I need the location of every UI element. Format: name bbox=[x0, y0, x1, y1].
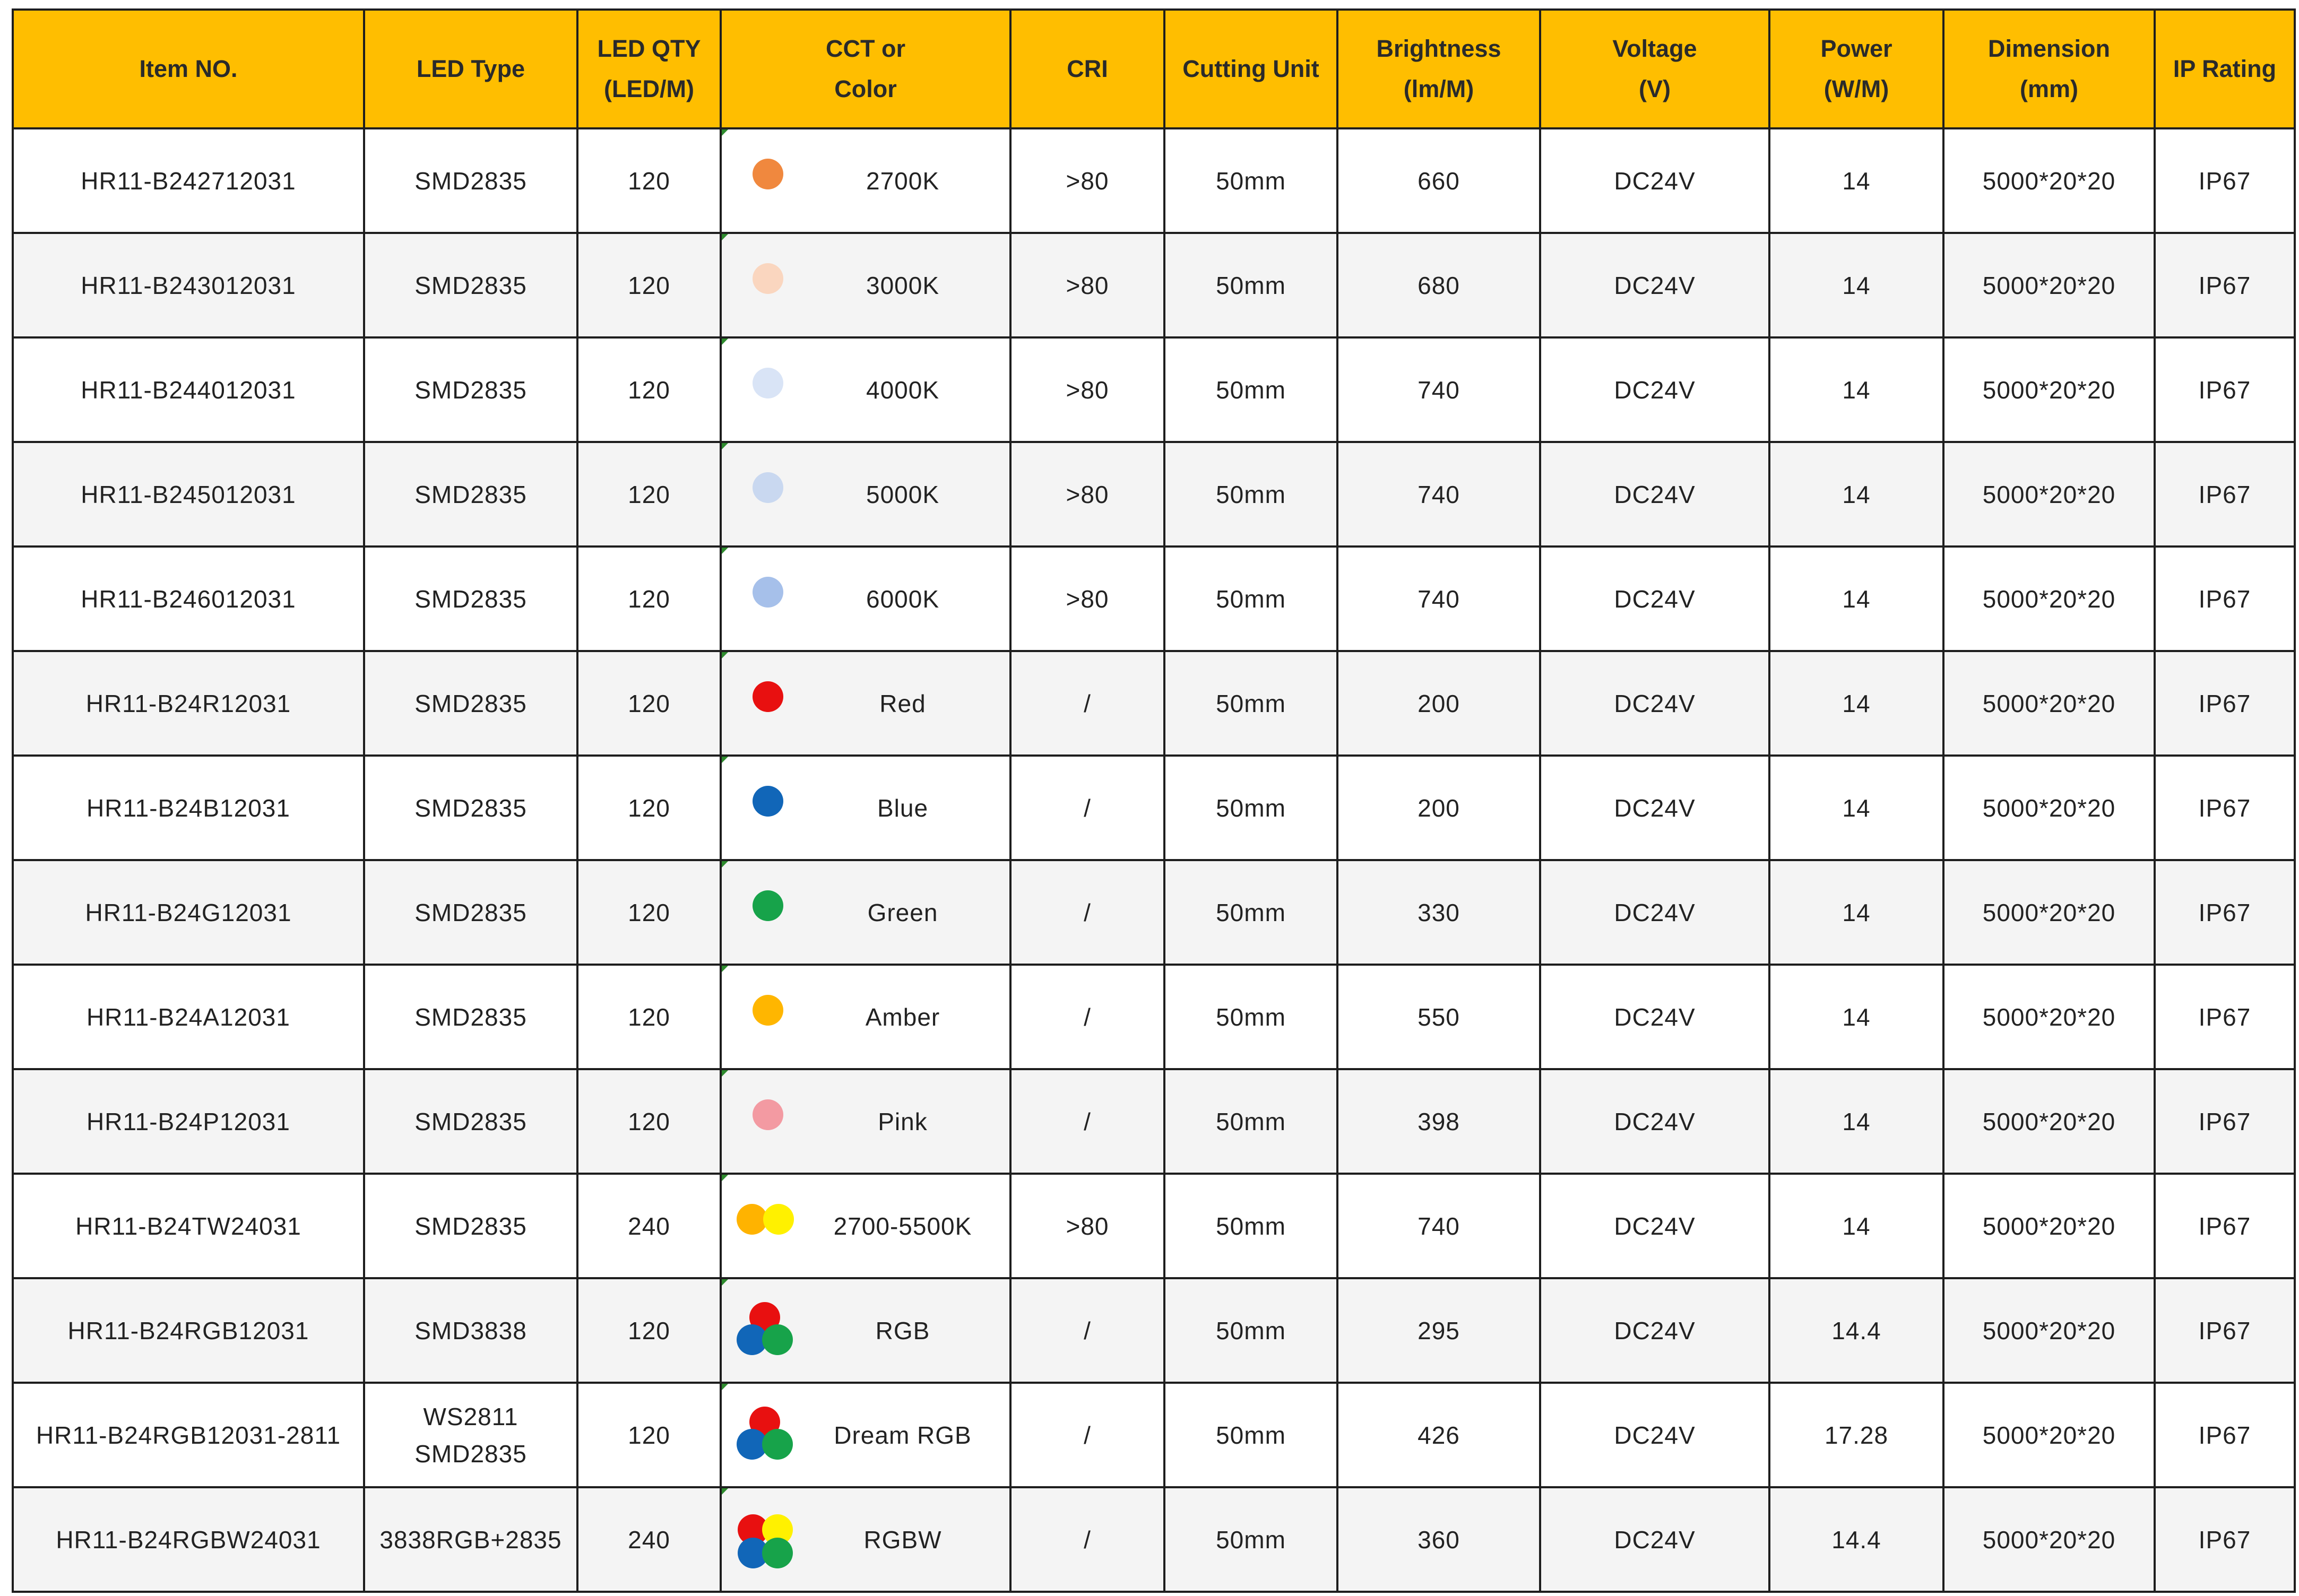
cell-cct-color bbox=[721, 337, 1010, 442]
cell-voltage: DC24V bbox=[1540, 128, 1769, 233]
cell-item-no: HR11-B246012031 bbox=[13, 547, 364, 651]
cell-item-no: HR11-B24B12031 bbox=[13, 756, 364, 860]
cell-cutting-unit: 50mm bbox=[1164, 651, 1337, 756]
cell-power: 14 bbox=[1769, 547, 1943, 651]
cell-led-type bbox=[364, 860, 577, 965]
cell-ip-rating: IP67 bbox=[2155, 547, 2295, 651]
led-color-swatch bbox=[733, 1299, 797, 1363]
cell-dimension: 5000*20*20 bbox=[1943, 1487, 2155, 1592]
color-label: Green bbox=[867, 898, 938, 926]
header-cri bbox=[1010, 10, 1164, 128]
header-dimension bbox=[1943, 10, 2155, 128]
cell-power: 14 bbox=[1769, 860, 1943, 965]
color-label: 5000K bbox=[866, 480, 939, 508]
cell-corner-marker bbox=[722, 861, 728, 868]
cell-cri: / bbox=[1010, 1487, 1164, 1592]
led-color-dot bbox=[753, 681, 783, 712]
cell-dimension: 5000*20*20 bbox=[1943, 1069, 2155, 1174]
header-line: CRI bbox=[1067, 55, 1108, 82]
cell-led-type bbox=[364, 1487, 577, 1592]
cell-item-no: HR11-B24TW24031 bbox=[13, 1174, 364, 1278]
cell-voltage: DC24V bbox=[1540, 965, 1769, 1069]
header-line: Power bbox=[1820, 35, 1892, 62]
cell-led-qty: 240 bbox=[577, 1174, 721, 1278]
led-color-swatch bbox=[733, 881, 797, 944]
led-type-line: SMD2835 bbox=[414, 271, 527, 299]
led-color-swatch bbox=[733, 463, 797, 526]
cell-corner-marker bbox=[722, 966, 728, 972]
table-row bbox=[13, 1069, 2295, 1174]
led-color-swatch bbox=[733, 1090, 797, 1153]
cell-brightness: 200 bbox=[1337, 756, 1540, 860]
cell-led-type bbox=[364, 965, 577, 1069]
cell-voltage: DC24V bbox=[1540, 337, 1769, 442]
led-type-line: SMD2835 bbox=[414, 585, 527, 613]
cell-led-type bbox=[364, 547, 577, 651]
led-color-dot bbox=[762, 1429, 793, 1460]
cell-brightness: 398 bbox=[1337, 1069, 1540, 1174]
cell-led-type bbox=[364, 1278, 577, 1383]
led-color-dot bbox=[753, 995, 783, 1026]
cell-power: 14 bbox=[1769, 337, 1943, 442]
led-color-dot bbox=[753, 786, 783, 817]
cell-voltage: DC24V bbox=[1540, 547, 1769, 651]
cell-brightness: 660 bbox=[1337, 128, 1540, 233]
color-label: 4000K bbox=[866, 376, 939, 404]
cell-corner-marker bbox=[722, 1175, 728, 1181]
cell-voltage: DC24V bbox=[1540, 1069, 1769, 1174]
color-label: RGB bbox=[875, 1316, 930, 1345]
cell-brightness: 680 bbox=[1337, 233, 1540, 337]
cell-led-qty: 120 bbox=[577, 442, 721, 547]
color-label: Amber bbox=[865, 1003, 940, 1031]
cell-voltage: DC24V bbox=[1540, 1383, 1769, 1487]
cell-ip-rating: IP67 bbox=[2155, 233, 2295, 337]
table-row bbox=[13, 337, 2295, 442]
table-row bbox=[13, 128, 2295, 233]
color-label: 3000K bbox=[866, 271, 939, 299]
cell-led-qty: 120 bbox=[577, 965, 721, 1069]
led-color-swatch bbox=[733, 358, 797, 422]
cell-brightness: 740 bbox=[1337, 547, 1540, 651]
led-color-swatch bbox=[733, 1508, 797, 1572]
cell-cri: >80 bbox=[1010, 337, 1164, 442]
cell-brightness: 200 bbox=[1337, 651, 1540, 756]
cell-led-qty: 120 bbox=[577, 1278, 721, 1383]
color-label: 6000K bbox=[866, 585, 939, 613]
cell-corner-marker bbox=[722, 1279, 728, 1286]
led-type-line: SMD2835 bbox=[414, 376, 527, 404]
cell-power: 14.4 bbox=[1769, 1278, 1943, 1383]
cell-voltage: DC24V bbox=[1540, 1278, 1769, 1383]
cell-ip-rating: IP67 bbox=[2155, 1174, 2295, 1278]
cell-dimension: 5000*20*20 bbox=[1943, 547, 2155, 651]
cell-corner-marker bbox=[722, 1384, 728, 1390]
header-line: (lm/M) bbox=[1403, 75, 1474, 102]
cell-cri: >80 bbox=[1010, 233, 1164, 337]
cell-ip-rating: IP67 bbox=[2155, 128, 2295, 233]
cell-item-no: HR11-B24P12031 bbox=[13, 1069, 364, 1174]
table-row bbox=[13, 651, 2295, 756]
cell-ip-rating: IP67 bbox=[2155, 651, 2295, 756]
header-line: LED Type bbox=[416, 55, 525, 82]
cell-cutting-unit: 50mm bbox=[1164, 1174, 1337, 1278]
cell-voltage: DC24V bbox=[1540, 860, 1769, 965]
cell-ip-rating: IP67 bbox=[2155, 442, 2295, 547]
led-type-line: SMD2835 bbox=[414, 1107, 527, 1135]
cell-ip-rating: IP67 bbox=[2155, 1487, 2295, 1592]
cell-cri: >80 bbox=[1010, 128, 1164, 233]
led-type-line: 3838RGB+2835 bbox=[379, 1525, 562, 1554]
header-line: Dimension bbox=[1987, 35, 2111, 62]
cell-item-no: HR11-B245012031 bbox=[13, 442, 364, 547]
cell-dimension: 5000*20*20 bbox=[1943, 756, 2155, 860]
cell-power: 14 bbox=[1769, 233, 1943, 337]
header-line: (V) bbox=[1639, 75, 1671, 102]
cell-led-type bbox=[364, 651, 577, 756]
cell-cutting-unit: 50mm bbox=[1164, 860, 1337, 965]
cell-corner-marker bbox=[722, 339, 728, 345]
cell-power: 14 bbox=[1769, 651, 1943, 756]
table-row bbox=[13, 1383, 2295, 1487]
cell-cutting-unit: 50mm bbox=[1164, 1487, 1337, 1592]
led-color-dot bbox=[753, 577, 783, 608]
cell-cri: / bbox=[1010, 651, 1164, 756]
cell-led-qty: 120 bbox=[577, 128, 721, 233]
header-power bbox=[1769, 10, 1943, 128]
led-type-line: SMD2835 bbox=[414, 1212, 527, 1240]
header-line: (W/M) bbox=[1823, 75, 1889, 102]
cell-cri: >80 bbox=[1010, 1174, 1164, 1278]
cell-dimension: 5000*20*20 bbox=[1943, 442, 2155, 547]
header-led-type bbox=[364, 10, 577, 128]
led-spec-table bbox=[12, 8, 2296, 1593]
cell-item-no: HR11-B243012031 bbox=[13, 233, 364, 337]
cell-dimension: 5000*20*20 bbox=[1943, 860, 2155, 965]
cell-dimension: 5000*20*20 bbox=[1943, 1174, 2155, 1278]
cell-cct-color bbox=[721, 547, 1010, 651]
cell-led-qty: 240 bbox=[577, 1487, 721, 1592]
led-color-swatch bbox=[733, 149, 797, 213]
cell-ip-rating: IP67 bbox=[2155, 965, 2295, 1069]
table-row bbox=[13, 756, 2295, 860]
cell-ip-rating: IP67 bbox=[2155, 1069, 2295, 1174]
color-label: Blue bbox=[877, 794, 929, 822]
table-row bbox=[13, 233, 2295, 337]
cell-corner-marker bbox=[722, 652, 728, 658]
header-brightness bbox=[1337, 10, 1540, 128]
table-header-row bbox=[13, 10, 2295, 128]
cell-cutting-unit: 50mm bbox=[1164, 128, 1337, 233]
cell-corner-marker bbox=[722, 129, 728, 136]
led-color-dot bbox=[753, 159, 783, 189]
cell-led-qty: 120 bbox=[577, 233, 721, 337]
cell-item-no: HR11-B242712031 bbox=[13, 128, 364, 233]
cell-cutting-unit: 50mm bbox=[1164, 442, 1337, 547]
table-row bbox=[13, 547, 2295, 651]
table-row bbox=[13, 1174, 2295, 1278]
led-color-swatch bbox=[733, 776, 797, 840]
cell-led-qty: 120 bbox=[577, 756, 721, 860]
led-color-dot bbox=[753, 263, 783, 294]
cell-led-type bbox=[364, 442, 577, 547]
cell-voltage: DC24V bbox=[1540, 442, 1769, 547]
cell-cct-color bbox=[721, 965, 1010, 1069]
led-color-dot bbox=[763, 1204, 794, 1235]
cell-cri: / bbox=[1010, 965, 1164, 1069]
table-row bbox=[13, 442, 2295, 547]
header-line: LED QTY bbox=[597, 35, 701, 62]
cell-cutting-unit: 50mm bbox=[1164, 1383, 1337, 1487]
led-type-line: SMD2835 bbox=[414, 794, 527, 822]
cell-power: 14 bbox=[1769, 965, 1943, 1069]
table-row bbox=[13, 860, 2295, 965]
cell-cct-color bbox=[721, 1278, 1010, 1383]
led-color-swatch bbox=[733, 985, 797, 1049]
led-color-dot bbox=[762, 1538, 793, 1568]
cell-cct-color bbox=[721, 1069, 1010, 1174]
cell-voltage: DC24V bbox=[1540, 651, 1769, 756]
cell-cutting-unit: 50mm bbox=[1164, 1069, 1337, 1174]
cell-dimension: 5000*20*20 bbox=[1943, 233, 2155, 337]
color-label: 2700-5500K bbox=[833, 1212, 972, 1240]
cell-ip-rating: IP67 bbox=[2155, 337, 2295, 442]
led-type-line: SMD2835 bbox=[414, 480, 527, 508]
header-ip-rating bbox=[2155, 10, 2295, 128]
cell-dimension: 5000*20*20 bbox=[1943, 1383, 2155, 1487]
cell-led-type bbox=[364, 233, 577, 337]
header-line: Item NO. bbox=[139, 55, 238, 82]
cell-brightness: 550 bbox=[1337, 965, 1540, 1069]
header-line: (LED/M) bbox=[604, 75, 694, 102]
cell-item-no: HR11-B24G12031 bbox=[13, 860, 364, 965]
led-color-dot bbox=[762, 1324, 793, 1355]
cell-cri: / bbox=[1010, 1278, 1164, 1383]
cell-ip-rating: IP67 bbox=[2155, 1278, 2295, 1383]
table-row bbox=[13, 1278, 2295, 1383]
led-color-dot bbox=[753, 1099, 783, 1130]
header-line: Color bbox=[834, 75, 897, 102]
color-label: Dream RGB bbox=[834, 1421, 972, 1449]
cell-cri: / bbox=[1010, 860, 1164, 965]
cell-ip-rating: IP67 bbox=[2155, 860, 2295, 965]
cell-dimension: 5000*20*20 bbox=[1943, 128, 2155, 233]
cell-brightness: 740 bbox=[1337, 1174, 1540, 1278]
header-line: Cutting Unit bbox=[1182, 55, 1319, 82]
cell-led-type bbox=[364, 128, 577, 233]
cell-item-no: HR11-B24R12031 bbox=[13, 651, 364, 756]
led-type-line: SMD2835 bbox=[414, 167, 527, 195]
cell-cct-color bbox=[721, 651, 1010, 756]
cell-led-qty: 120 bbox=[577, 860, 721, 965]
table-row bbox=[13, 1487, 2295, 1592]
cell-cutting-unit: 50mm bbox=[1164, 756, 1337, 860]
color-label: RGBW bbox=[863, 1525, 942, 1554]
cell-cri: / bbox=[1010, 756, 1164, 860]
header-cct-color bbox=[721, 10, 1010, 128]
cell-led-qty: 120 bbox=[577, 1069, 721, 1174]
led-type-line: SMD3838 bbox=[414, 1316, 527, 1345]
led-color-swatch bbox=[733, 567, 797, 631]
cell-cct-color bbox=[721, 756, 1010, 860]
cell-item-no: HR11-B24RGBW24031 bbox=[13, 1487, 364, 1592]
cell-ip-rating: IP67 bbox=[2155, 1383, 2295, 1487]
cell-cct-color bbox=[721, 860, 1010, 965]
cell-voltage: DC24V bbox=[1540, 756, 1769, 860]
cell-corner-marker bbox=[722, 548, 728, 554]
cell-led-qty: 120 bbox=[577, 1383, 721, 1487]
header-line: Voltage bbox=[1612, 35, 1697, 62]
header-cutting-unit bbox=[1164, 10, 1337, 128]
cell-led-type bbox=[364, 1174, 577, 1278]
table-row bbox=[13, 965, 2295, 1069]
color-label: Red bbox=[879, 689, 926, 717]
led-color-dot bbox=[753, 890, 783, 921]
cell-power: 17.28 bbox=[1769, 1383, 1943, 1487]
cell-cutting-unit: 50mm bbox=[1164, 965, 1337, 1069]
cell-brightness: 295 bbox=[1337, 1278, 1540, 1383]
cell-cri: >80 bbox=[1010, 442, 1164, 547]
led-color-dot bbox=[753, 368, 783, 398]
cell-brightness: 360 bbox=[1337, 1487, 1540, 1592]
cell-power: 14 bbox=[1769, 756, 1943, 860]
led-color-swatch bbox=[733, 1194, 797, 1258]
header-line: CCT or bbox=[826, 35, 905, 62]
header-line: IP Rating bbox=[2173, 55, 2277, 82]
cell-cct-color bbox=[721, 442, 1010, 547]
header-voltage bbox=[1540, 10, 1769, 128]
cell-power: 14 bbox=[1769, 1069, 1943, 1174]
cell-led-qty: 120 bbox=[577, 651, 721, 756]
led-color-swatch bbox=[733, 254, 797, 317]
color-label: 2700K bbox=[866, 167, 939, 195]
cell-cri: / bbox=[1010, 1069, 1164, 1174]
cell-cct-color bbox=[721, 233, 1010, 337]
cell-led-type bbox=[364, 1069, 577, 1174]
cell-dimension: 5000*20*20 bbox=[1943, 337, 2155, 442]
led-color-dot bbox=[753, 472, 783, 503]
cell-cri: >80 bbox=[1010, 547, 1164, 651]
header-item bbox=[13, 10, 364, 128]
cell-corner-marker bbox=[722, 443, 728, 449]
cell-ip-rating: IP67 bbox=[2155, 756, 2295, 860]
cell-dimension: 5000*20*20 bbox=[1943, 1278, 2155, 1383]
led-type-line: SMD2835 bbox=[414, 898, 527, 926]
led-type-line: SMD2835 bbox=[414, 1003, 527, 1031]
cell-power: 14.4 bbox=[1769, 1487, 1943, 1592]
cell-voltage: DC24V bbox=[1540, 1487, 1769, 1592]
led-type-line: SMD2835 bbox=[414, 1439, 527, 1468]
cell-cct-color bbox=[721, 1174, 1010, 1278]
cell-power: 14 bbox=[1769, 128, 1943, 233]
cell-item-no: HR11-B24A12031 bbox=[13, 965, 364, 1069]
cell-cct-color bbox=[721, 128, 1010, 233]
cell-led-type bbox=[364, 1383, 577, 1487]
led-type-line: WS2811 bbox=[423, 1402, 518, 1430]
cell-item-no: HR11-B24RGB12031-2811 bbox=[13, 1383, 364, 1487]
color-label: Pink bbox=[878, 1107, 928, 1135]
led-color-swatch bbox=[733, 1403, 797, 1467]
cell-brightness: 330 bbox=[1337, 860, 1540, 965]
led-color-swatch bbox=[733, 672, 797, 735]
cell-corner-marker bbox=[722, 757, 728, 763]
cell-led-type bbox=[364, 756, 577, 860]
cell-cutting-unit: 50mm bbox=[1164, 233, 1337, 337]
cell-cutting-unit: 50mm bbox=[1164, 337, 1337, 442]
header-line: Brightness bbox=[1376, 35, 1501, 62]
cell-corner-marker bbox=[722, 234, 728, 240]
cell-corner-marker bbox=[722, 1488, 728, 1495]
table-body bbox=[13, 128, 2295, 1592]
cell-led-qty: 120 bbox=[577, 547, 721, 651]
cell-led-qty: 120 bbox=[577, 337, 721, 442]
cell-corner-marker bbox=[722, 1070, 728, 1077]
cell-dimension: 5000*20*20 bbox=[1943, 965, 2155, 1069]
cell-cutting-unit: 50mm bbox=[1164, 547, 1337, 651]
cell-brightness: 740 bbox=[1337, 337, 1540, 442]
led-type-line: SMD2835 bbox=[414, 689, 527, 717]
header-led-qty bbox=[577, 10, 721, 128]
cell-item-no: HR11-B24RGB12031 bbox=[13, 1278, 364, 1383]
cell-item-no: HR11-B244012031 bbox=[13, 337, 364, 442]
cell-voltage: DC24V bbox=[1540, 233, 1769, 337]
cell-dimension: 5000*20*20 bbox=[1943, 651, 2155, 756]
cell-voltage: DC24V bbox=[1540, 1174, 1769, 1278]
cell-power: 14 bbox=[1769, 442, 1943, 547]
cell-cutting-unit: 50mm bbox=[1164, 1278, 1337, 1383]
cell-brightness: 426 bbox=[1337, 1383, 1540, 1487]
cell-cct-color bbox=[721, 1383, 1010, 1487]
header-line: (mm) bbox=[2020, 75, 2078, 102]
cell-cri: / bbox=[1010, 1383, 1164, 1487]
cell-cct-color bbox=[721, 1487, 1010, 1592]
cell-led-type bbox=[364, 337, 577, 442]
cell-brightness: 740 bbox=[1337, 442, 1540, 547]
cell-power: 14 bbox=[1769, 1174, 1943, 1278]
